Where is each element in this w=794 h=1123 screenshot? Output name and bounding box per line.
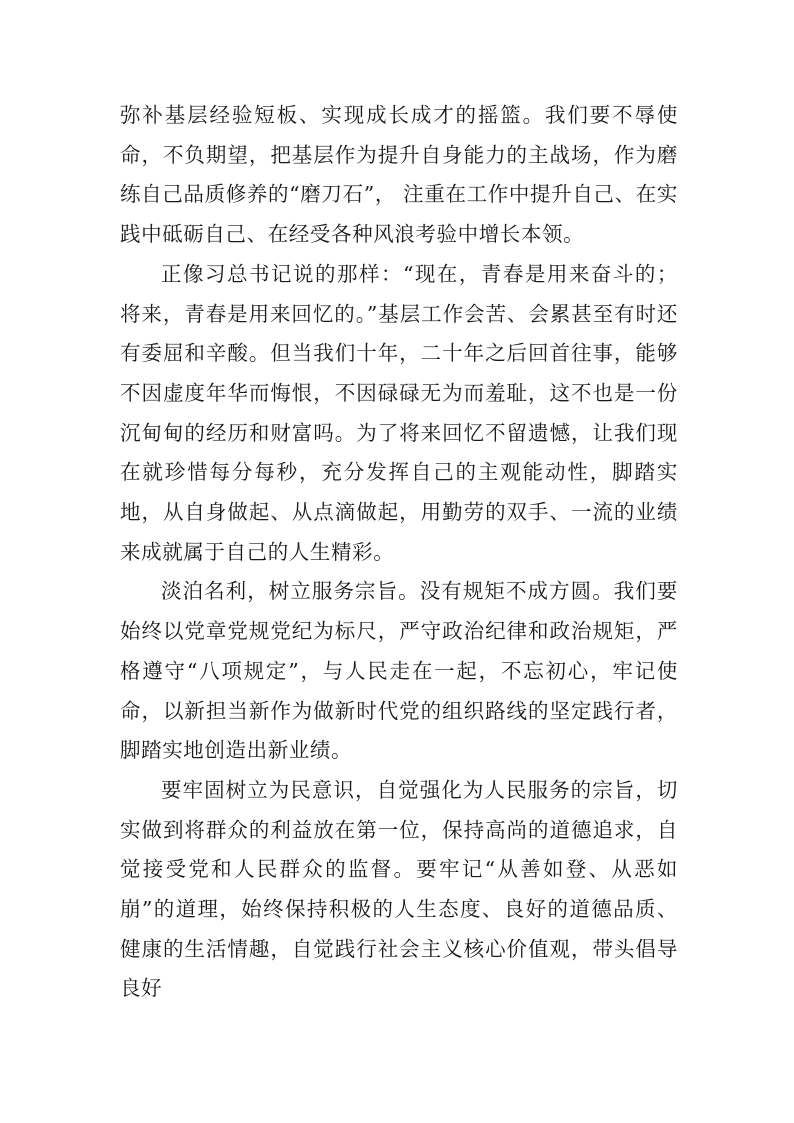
paragraph-2: 正像习总书记说的那样：“现在，青春是用来奋斗的；将来，青春是用来回忆的。”基层工作会苦、会累甚至有时还有委屈和辛酸。但当我们十年，二十年之后回首往事，能够不因虚度年华而悔恨，不因碌碌无为而羞耻，这不也是一份沉甸甸的经历和财富吗。为了将来回忆不留遗憾，让我们现在就珍惜每分每秒，充分发挥自己的主观能动性，脚踏实地，从自身做起、从点滴做起，用勤劳的双手、一流的业绩来成就属于自己的人生精彩。 (120, 261, 678, 564)
paragraph-4: 要牢固树立为民意识，自觉强化为人民服务的宗旨，切实做到将群众的利益放在第一位，保持高尚的道德追求，自觉接受党和人民群众的监督。要牢记“从善如登、从恶如崩”的道理，始终保持积极的人生态度、良好的道德品质、健康的生活情趣，自觉践行社会主义核心价值观，带头倡导良好 (120, 777, 678, 1001)
document-body (120, 96, 678, 1009)
paragraph-1: 弥补基层经验短板、实现成长成才的摇篮。我们要不辱使命，不负期望，把基层作为提升自身能力的主战场，作为磨练自己品质修养的“磨刀石”， 注重在工作中提升自己、在实践中砥砺自己、在经受各种风浪考验中增长本领。 (120, 103, 678, 247)
paragraph-3: 淡泊名利，树立服务宗旨。没有规矩不成方圆。我们要始终以党章党规党纪为标尺，严守政治纪律和政治规矩，严格遵守“八项规定”，与人民走在一起，不忘初心，牢记使命，以新担当新作为做新时代党的组织路线的坚定践行者，脚踏实地创造出新业绩。 (120, 579, 678, 763)
